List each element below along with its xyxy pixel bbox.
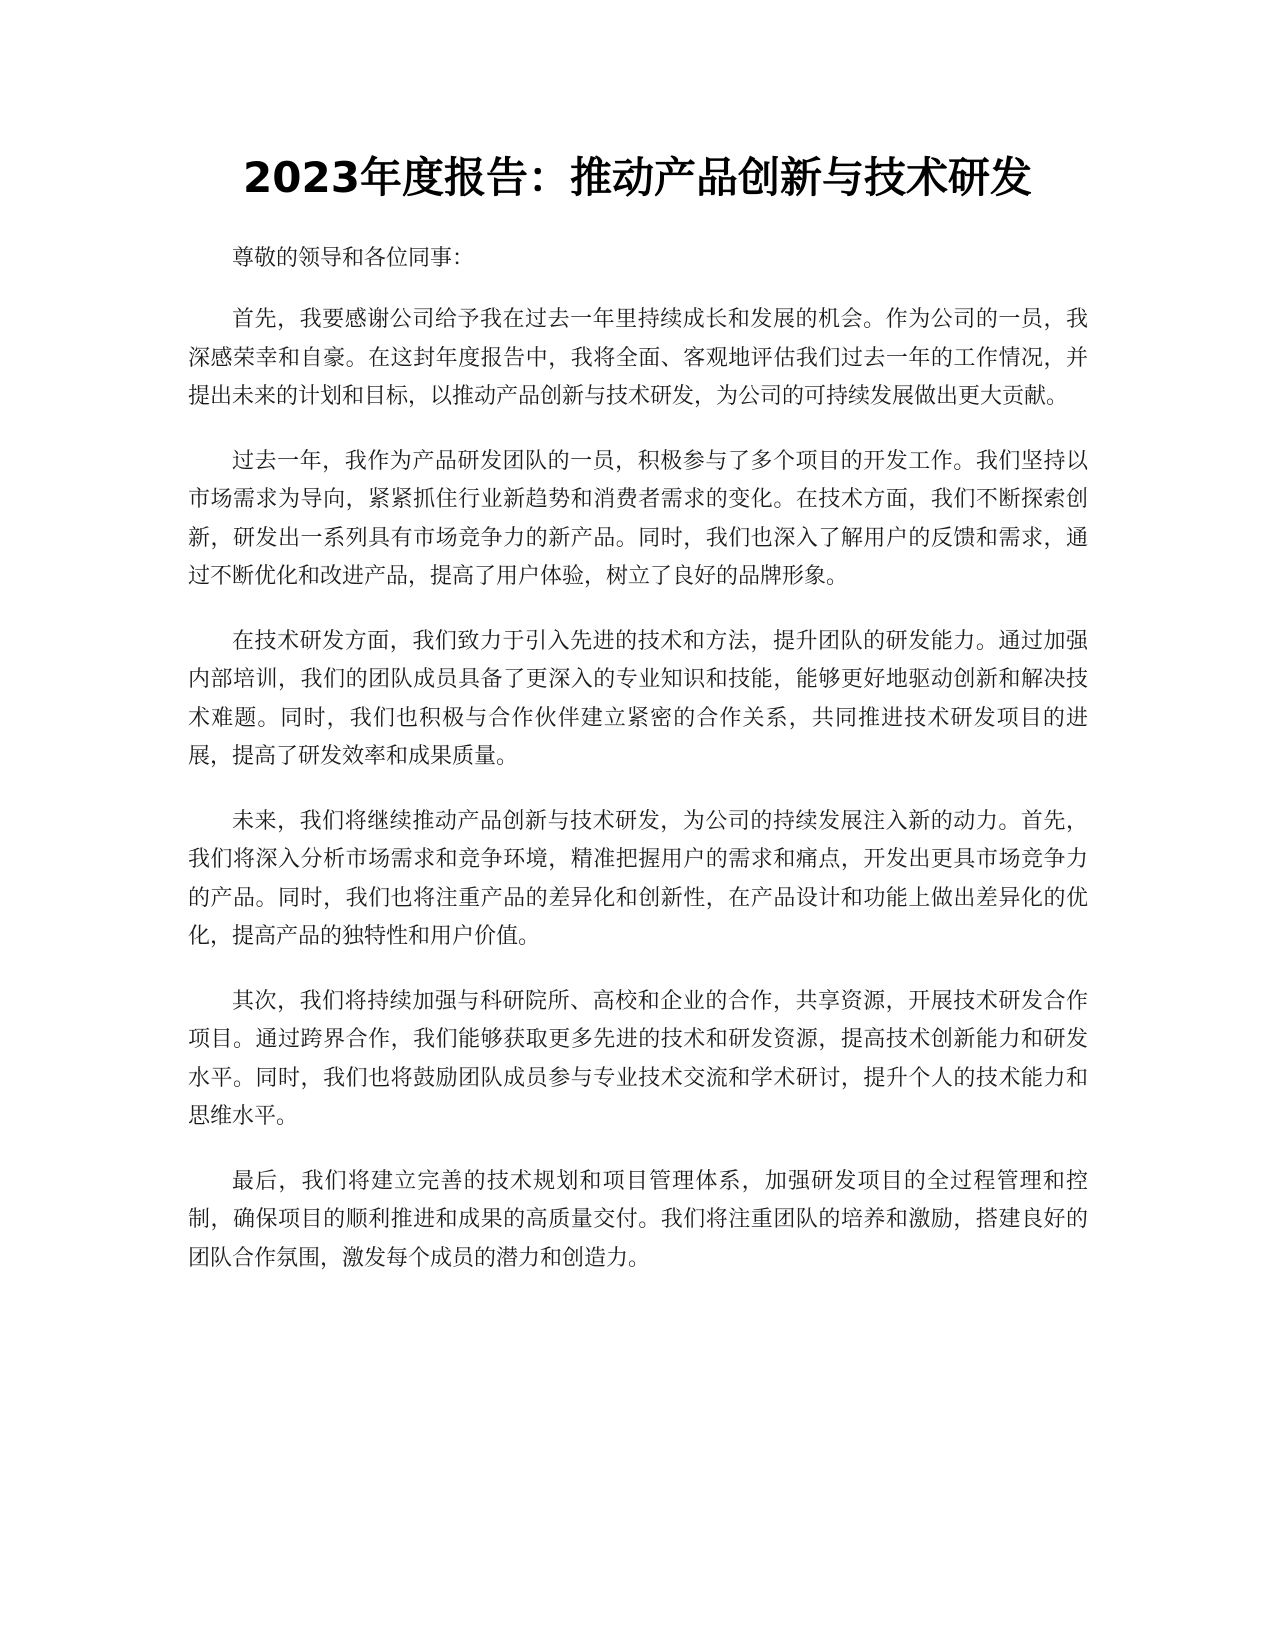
paragraph-4: 未来，我们将继续推动产品创新与技术研发，为公司的持续发展注入新的动力。首先，我们将深入分析市场需求和竞争环境，精准把握用户的需求和痛点，开发出更具市场竞争力的产品。同时，我们也将注重产品的差异化和创新性，在产品设计和功能上做出差异化的优化，提高产品的独特性和用户价值。 [188, 808, 1088, 949]
salutation: 尊敬的领导和各位同事： [232, 246, 475, 271]
document-title: 2023年度报告：推动产品创新与技术研发 [243, 153, 1032, 202]
paragraph-3: 在技术研发方面，我们致力于引入先进的技术和方法，提升团队的研发能力。通过加强内部培训，我们的团队成员具备了更深入的专业知识和技能，能够更好地驱动创新和解决技术难题。同时，我们也积极与合作伙伴建立紧密的合作关系，共同推进技术研发项目的进展，提高了研发效率和成果质量。 [188, 628, 1088, 769]
document-body [188, 243, 1088, 1304]
paragraph-1: 首先，我要感谢公司给予我在过去一年里持续成长和发展的机会。作为公司的一员，我深感荣幸和自豪。在这封年度报告中，我将全面、客观地评估我们过去一年的工作情况，并提出未来的计划和目标，以推动产品创新与技术研发，为公司的可持续发展做出更大贡献。 [188, 307, 1088, 409]
paragraph-2: 过去一年，我作为产品研发团队的一员，积极参与了多个项目的开发工作。我们坚持以市场需求为导向，紧紧抓住行业新趋势和消费者需求的变化。在技术方面，我们不断探索创新，研发出一系列具有市场竞争力的新产品。同时，我们也深入了解用户的反馈和需求，通过不断优化和改进产品，提高了用户体验，树立了良好的品牌形象。 [188, 448, 1088, 589]
paragraph-6: 最后，我们将建立完善的技术规划和项目管理体系，加强研发项目的全过程管理和控制，确保项目的顺利推进和成果的高质量交付。我们将注重团队的培养和激励，搭建良好的团队合作氛围，激发每个成员的潜力和创造力。 [188, 1168, 1088, 1271]
paragraph-5: 其次，我们将持续加强与科研院所、高校和企业的合作，共享资源，开展技术研发合作项目。通过跨界合作，我们能够获取更多先进的技术和研发资源，提高技术创新能力和研发水平。同时，我们也将鼓励团队成员参与专业技术交流和学术研讨，提升个人的技术能力和思维水平。 [188, 988, 1088, 1129]
